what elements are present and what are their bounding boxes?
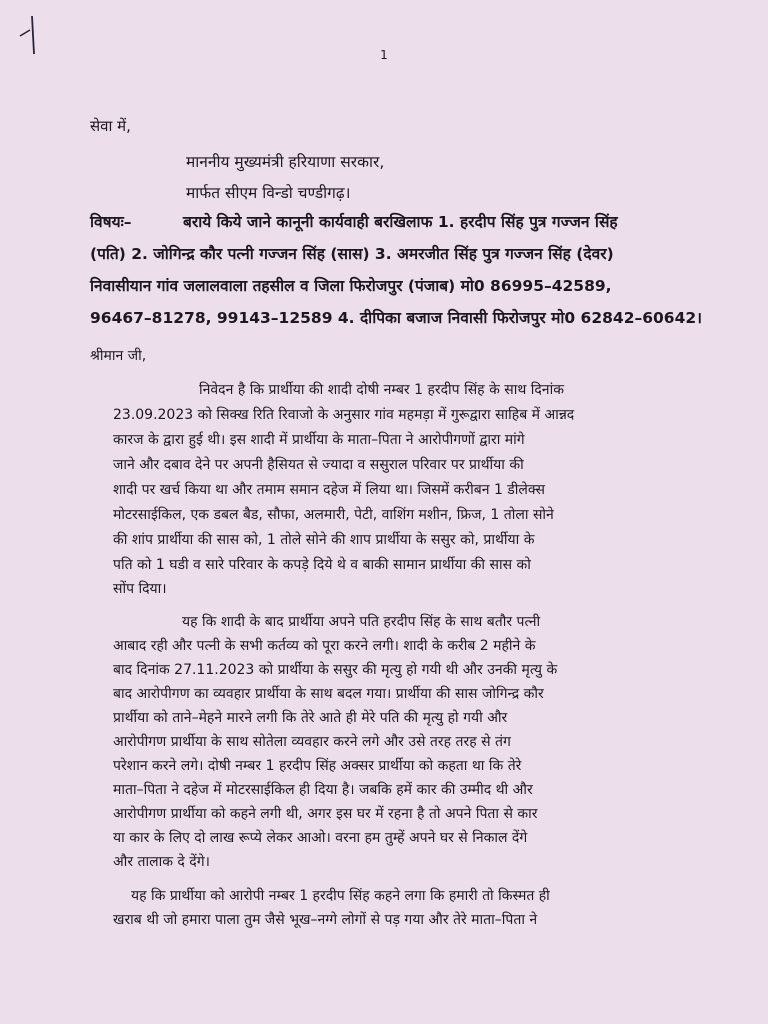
subject-line: बराये किये जाने कानूनी कार्यवाही बरखिलाफ 1. हरदीप सिंह पुत्र गज्जन सिंह: [183, 213, 618, 231]
body-line: या कार के लिए दो लाख रूप्ये लेकर आओ। वरना हम तुम्हें अपने घर से निकाल देंगे: [113, 830, 528, 846]
to-label: सेवा में,: [90, 117, 131, 135]
body-line: कारज के द्वारा हुई थी। इस शादी में प्रार्थीया के माता–पिता ने आरोपीगणों द्वारा मांगे: [113, 432, 525, 448]
body-line: की शांप प्रार्थीया की सास को, 1 तोले सोने की शाप प्रार्थीया के ससुर को, प्रार्थीया के: [113, 532, 535, 548]
page-number: 1: [380, 48, 388, 62]
body-line: मोटरसाईकिल, एक डबल बैड, सौफा, अलमारी, पेटी, वाशिंग मशीन, फ्रिज, 1 तोला सोने: [113, 507, 554, 523]
body-line: बाद दिनांक 27.11.2023 को प्रार्थीया के ससुर की मृत्यु हो गयी थी और उनकी मृत्यु के: [113, 662, 558, 678]
subject-label: विषयः–: [90, 213, 132, 231]
body-line: सोंप दिया।: [113, 581, 167, 597]
body-line: और तालाक दे देंगे।: [113, 854, 210, 870]
body-line: बाद आरोपीगण का व्यवहार प्रार्थीया के साथ बदल गया। प्रार्थीया की सास जोगिन्द्र कौर: [113, 686, 544, 702]
body-line: प्रार्थीया को ताने–मेहने मारने लगी कि तेरे आते ही मेरे पति की मृत्यु हो गयी और: [113, 710, 508, 726]
body-line: यह कि प्रार्थीया को आरोपी नम्बर 1 हरदीप सिंह कहने लगा कि हमारी तो किस्मत ही: [131, 888, 550, 904]
body-line: पति को 1 घडी व सारे परिवार के कपड़े दिये थे व बाकी सामान प्रार्थीया की सास को: [113, 557, 531, 573]
subject-line: (पति) 2. जोगिन्द्र कौर पत्नी गज्जन सिंह (सास) 3. अमरजीत सिंह पुत्र गज्जन सिंह (देवर): [90, 245, 614, 263]
addressee-line-1: माननीय मुख्यमंत्री हरियाणा सरकार,: [186, 153, 385, 171]
body-line: आबाद रही और पत्नी के सभी कर्तव्य को पूरा करने लगी। शादी के करीब 2 महीने के: [113, 638, 536, 654]
body-line: परेशान करने लगे। दोषी नम्बर 1 हरदीप सिंह अक्सर प्रार्थीया को कहता था कि तेरे: [113, 758, 522, 774]
body-line: 23.09.2023 को सिक्ख रिति रिवाजो के अनुसार गांव महमड़ा में गुरूद्वारा साहिब में आन्नद: [113, 407, 575, 423]
greeting: श्रीमान जी,: [90, 348, 147, 364]
subject-line: 96467–81278, 99143–12589 4. दीपिका बजाज निवासी फिरोजपुर मो0 62842–60642।: [90, 309, 703, 327]
body-line: निवेदन है कि प्रार्थीया की शादी दोषी नम्बर 1 हरदीप सिंह के साथ दिनांक: [199, 382, 564, 398]
body-line: आरोपीगण प्रार्थीया के साथ सोतेला व्यवहार करने लगे और उसे तरह तरह से तंग: [113, 734, 511, 750]
body-line: यह कि शादी के बाद प्रार्थीया अपने पति हरदीप सिंह के साथ बतौर पत्नी: [182, 614, 541, 630]
body-line: आरोपीगण प्रार्थीया को कहने लगी थी, अगर इस घर में रहना है तो अपने पिता से कार: [113, 806, 538, 822]
addressee-line-2: मार्फत सीएम विन्डो चण्डीगढ़।: [186, 184, 351, 202]
body-line: माता–पिता ने दहेज में मोटरसाईकिल ही दिया है। जबकि हमें कार की उम्मीद थी और: [113, 782, 533, 798]
body-line: खराब थी जो हमारा पाला तुम जैसे भूख–नग्गे लोगों से पड़ गया और तेरे माता–पिता ने: [113, 912, 538, 928]
subject-line: निवासीयान गांव जलालवाला तहसील व जिला फिरोजपुर (पंजाब) मो0 86995–42589,: [90, 277, 612, 295]
body-line: जाने और दबाव देने पर अपनी हैसियत से ज्यादा व ससुराल परिवार पर प्रार्थीया की: [113, 457, 524, 473]
body-line: शादी पर खर्च किया था और तमाम समान दहेज में लिया था। जिसमें करीबन 1 डीलेक्स: [113, 482, 545, 498]
